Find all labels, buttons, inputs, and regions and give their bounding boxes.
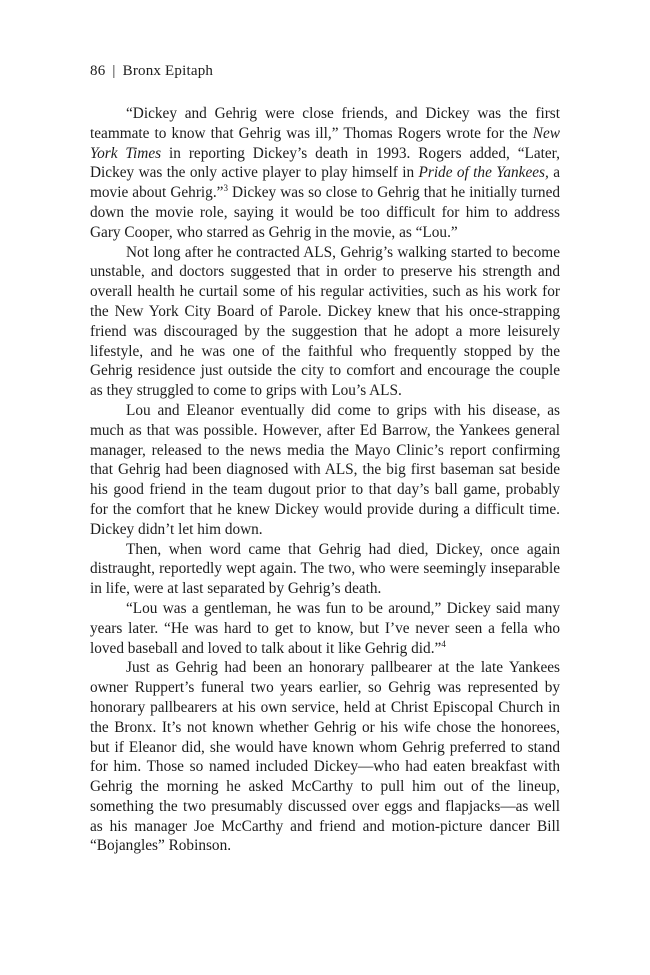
movie-title: Pride of the Yankees, (418, 164, 549, 182)
header-separator: | (112, 63, 116, 79)
newspaper-title: New York Times (90, 124, 560, 162)
paragraph-1-text-b: in reporting Dickey’s death in 1993. Rogers added, “Later, Dickey was the only active player to play himself in (90, 144, 560, 182)
paragraph-6: Just as Gehrig had been an honorary pallbearer at the late Yankees owner Ruppert’s funeral two years earlier, so Gehrig was represented by honorary pallbearers at his own service, held at Christ Episcopal Church in the Bronx. It’s not known whether Gehrig or his wife chose the honorees, but if Eleanor did, she would have known whom Gehrig preferred to stand for him. Those so named included Dickey—who had eaten breakfast with Gehrig the morning he asked McCarthy to pull him out of the lineup, something the two presumably discussed over eggs and flapjacks—as well as his manager Joe McCarthy and friend and motion-picture dancer Bill “Bojangles” Robinson. (90, 659, 560, 855)
paragraph-1-text-d: Dickey was so close to Gehrig that he initially turned down the movie role, saying it would be too difficult for him to address Gary Cooper, who starred as Gehrig in the movie, as “Lou.” (90, 184, 561, 241)
footnote-marker-4: 4 (441, 638, 446, 649)
paragraph-4: Then, when word came that Gehrig had died, Dickey, once again distraught, reportedly wept again. The two, who were seemingly inseparable in life, were at last separated by Gehrig’s death. (90, 540, 560, 598)
paragraph-3: Lou and Eleanor eventually did come to grips with his disease, as much as that was possible. However, after Ed Barrow, the Yankees general manager, released to the news media the Mayo Clinic’s report confirming that Gehrig had been diagnosed with ALS, the big first baseman sat beside his good friend in the team dugout prior to that day’s ball game, probably for the comfort that he knew Dickey would provide during a difficult time. Dickey didn’t let him down. (90, 401, 560, 538)
running-title: Bronx Epitaph (122, 63, 214, 79)
body-text (90, 104, 560, 856)
paragraph-5-text: “Lou was a gentleman, he was fun to be around,” Dickey said many years later. “He was hard to get to know, but I’ve never seen a fella who loved baseball and loved to talk about it like Gehrig did.” (90, 599, 560, 657)
footnote-marker-3: 3 (223, 183, 228, 194)
paragraph-1-text-a: “Dickey and Gehrig were close friends, and Dickey was the first teammate to know that Gehrig was ill,” Thomas Rogers wrote for the (90, 105, 560, 142)
paragraph-1 (90, 104, 560, 243)
paragraph-1-text-c: a movie about Gehrig.” (90, 164, 560, 202)
paragraph-5 (90, 599, 560, 658)
page-number: 86 (90, 63, 106, 79)
paragraph-2: Not long after he contracted ALS, Gehrig’s walking started to become unstable, and doctors suggested that in order to preserve his strength and overall health he curtail some of his regular activities, such as his work for the New York City Board of Parole. Dickey knew that his once-strapping friend was discouraged by the suggestion that he adopt a more leisurely lifestyle, and he was one of the faithful who frequently stopped by the Gehrig residence just outside the city to comfort and encourage the couple as they struggled to come to grips with Lou’s ALS. (90, 243, 560, 400)
running-header (90, 60, 213, 82)
